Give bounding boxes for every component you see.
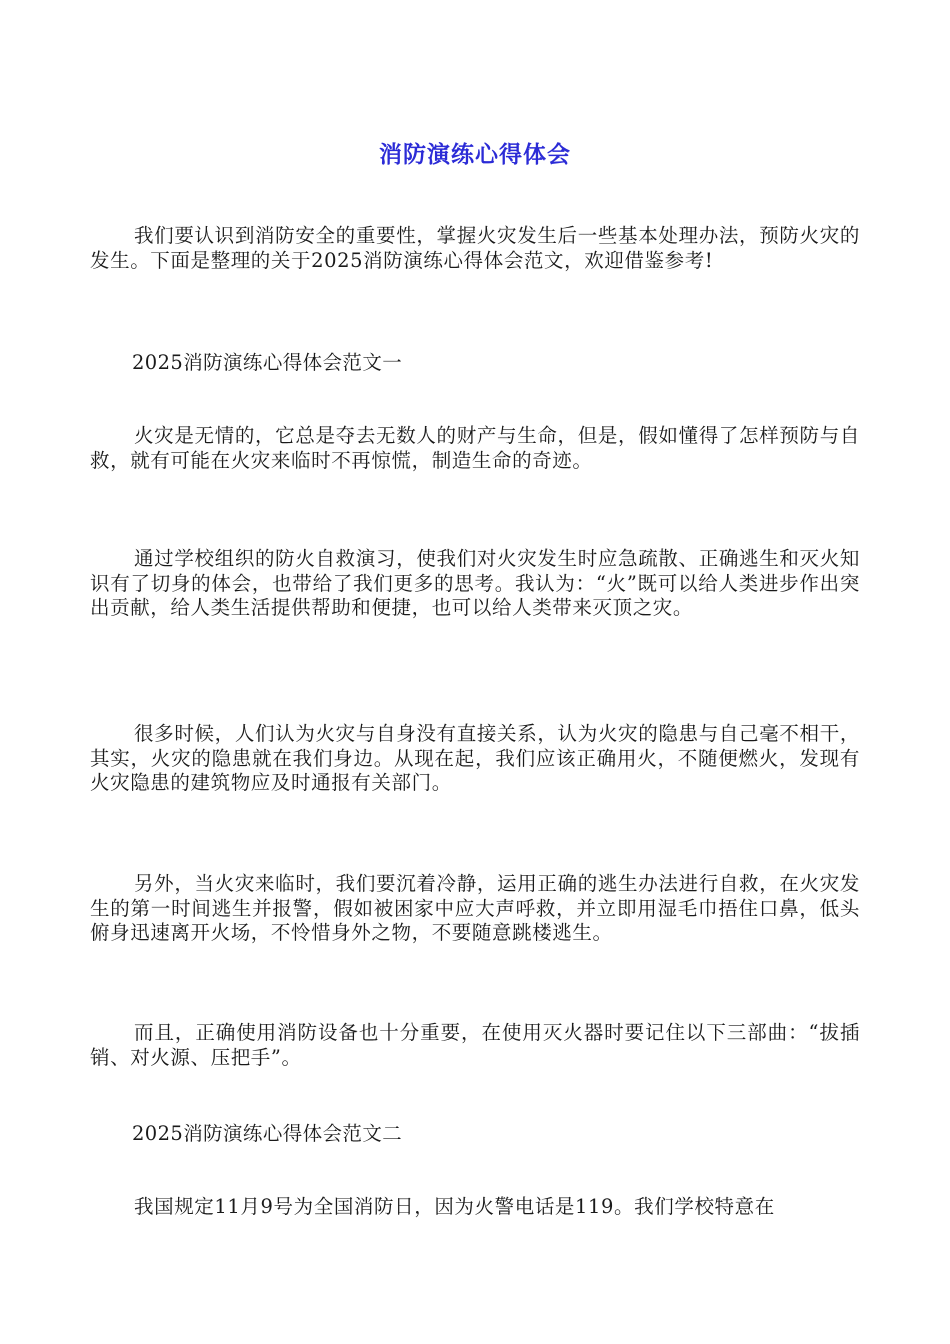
intro-paragraph: 我们要认识到消防安全的重要性，掌握火灾发生后一些基本处理办法，预防火灾的发生。下面是整理的关于2025消防演练心得体会范文，欢迎借鉴参考! — [90, 224, 860, 272]
section-heading-2: 2025消防演练心得体会范文二 — [132, 1122, 403, 1145]
section-heading-1: 2025消防演练心得体会范文一 — [132, 351, 403, 374]
body-paragraph: 火灾是无情的，它总是夺去无数人的财产与生命，但是，假如懂得了怎样预防与自救，就有可能在火灾来临时不再惊慌，制造生命的奇迹。 — [90, 424, 860, 472]
body-paragraph: 另外，当火灾来临时，我们要沉着冷静，运用正确的逃生办法进行自救，在火灾发生的第一时间逃生并报警，假如被困家中应大声呼救，并立即用湿毛巾捂住口鼻，低头俯身迅速离开火场，不怜惜身外之物，不要随意跳楼逃生。 — [90, 872, 860, 944]
body-paragraph: 我国规定11月9号为全国消防日，因为火警电话是119。我们学校特意在 — [134, 1195, 775, 1218]
body-paragraph: 通过学校组织的防火自救演习，使我们对火灾发生时应急疏散、正确逃生和灭火知识有了切身的体会，也带给了我们更多的思考。我认为：“火”既可以给人类进步作出突出贡献，给人类生活提供帮助和便捷，也可以给人类带来灭顶之灾。 — [90, 547, 860, 619]
document-title: 消防演练心得体会 — [379, 142, 571, 168]
body-paragraph: 而且，正确使用消防设备也十分重要，在使用灭火器时要记住以下三部曲：“拔插销、对火源、压把手”。 — [90, 1021, 860, 1069]
body-paragraph: 很多时候，人们认为火灾与自身没有直接关系，认为火灾的隐患与自己毫不相干，其实，火灾的隐患就在我们身边。从现在起，我们应该正确用火，不随便燃火，发现有火灾隐患的建筑物应及时通报有关部门。 — [90, 722, 860, 794]
